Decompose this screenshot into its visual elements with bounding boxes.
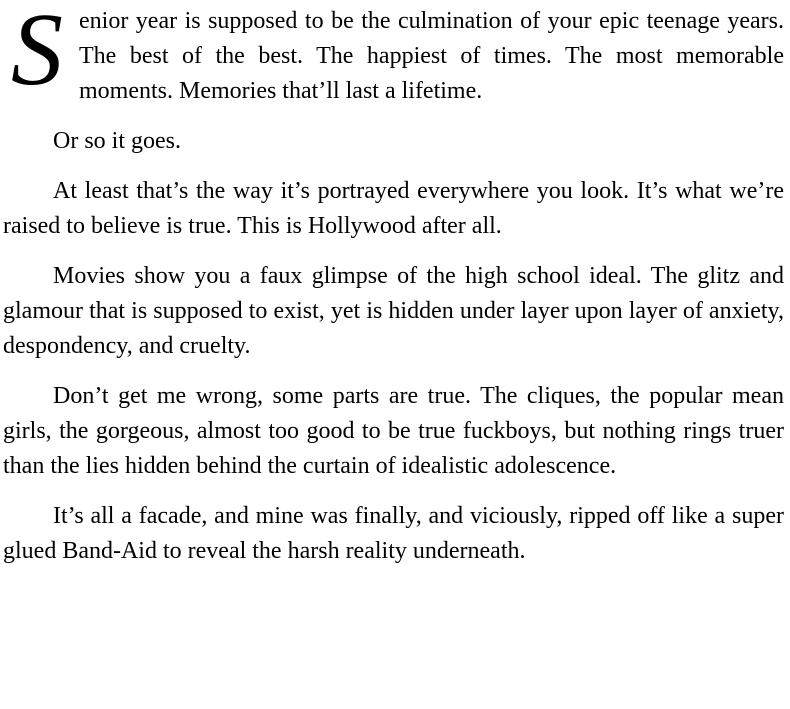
paragraph: Movies show you a faux glimpse of the high school ideal. The glitz and glamour that is supposed to exist, yet is hidden under layer upon layer of anxiety, despondency, and cruelty. [3,263,784,359]
paragraph: At least that’s the way it’s portrayed everywhere you look. It’s what we’re raised to believe is true. This is Hollywood after all. [3,178,784,239]
paragraph: Or so it goes. [53,128,181,154]
paragraph-text: enior year is supposed to be the culmination of your epic teenage years. The best of the best. The happiest of times. The most memorable moments. Memories that’ll last a lifetime. [79,8,784,104]
drop-cap: S [11,0,63,107]
paragraph: It’s all a facade, and mine was finally, and viciously, ripped off like a super glued Band-Aid to reveal the harsh reality underneath. [3,503,784,564]
paragraph-opening [3,0,784,109]
paragraph: Don’t get me wrong, some parts are true. The cliques, the popular mean girls, the gorgeous, almost too good to be true fuckboys, but nothing rings truer than the lies hidden behind the curtain of idealistic adolescence. [3,383,784,479]
